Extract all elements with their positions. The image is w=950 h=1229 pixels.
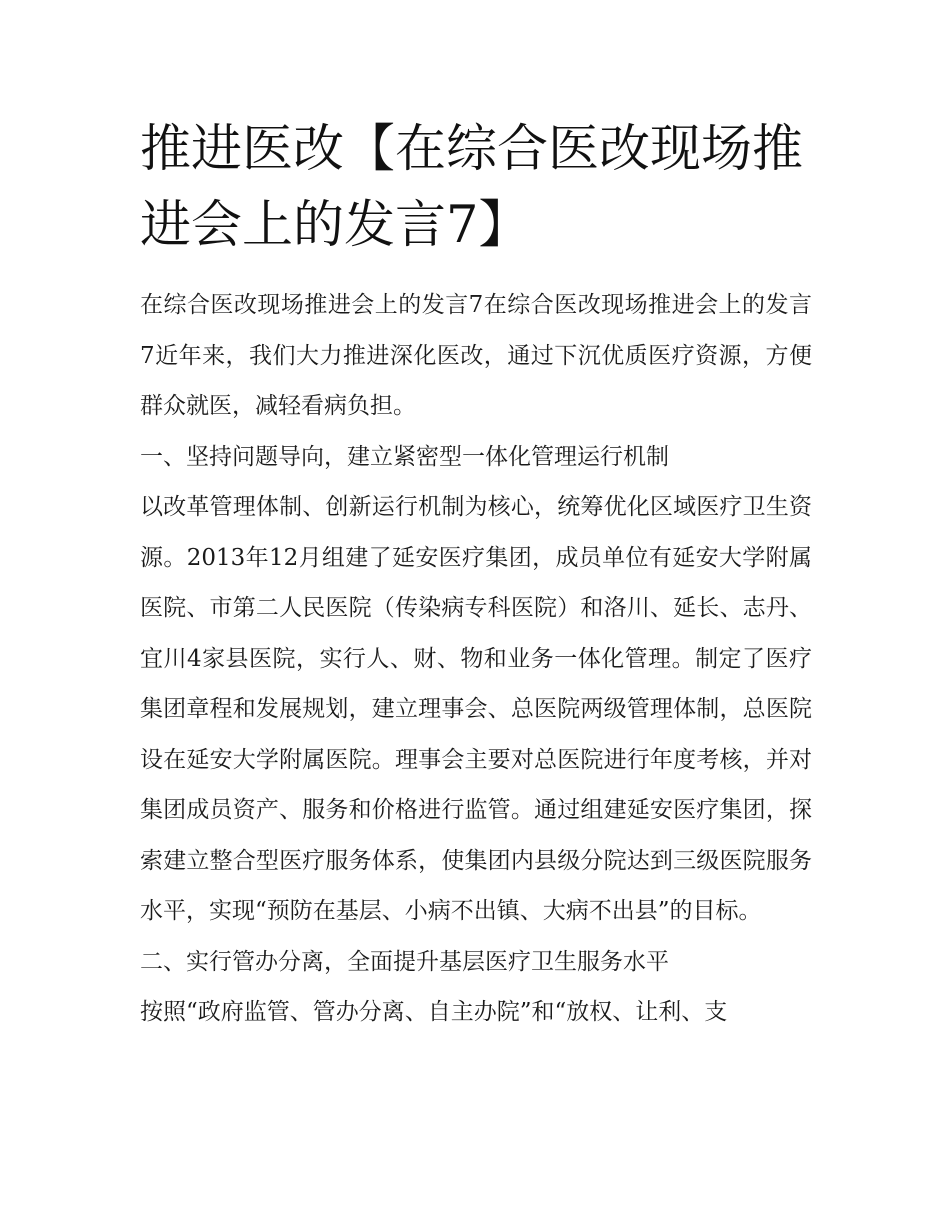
section-2-paragraph: 按照“政府监管、管办分离、自主办院”和“放权、让利、支 xyxy=(140,999,728,1025)
section-heading-2: 二、实行管办分离，全面提升基层医疗卫生服务水平 xyxy=(140,948,669,975)
document-title: 推进医改【在综合医改现场推进会上的发言7】 xyxy=(140,120,804,255)
section-1-paragraph: 以改革管理体制、创新运行机制为核心，统筹优化区域医疗卫生资源。2013年12月组建了延安医疗集团，成员单位有延安大学附属医院、市第二人民医院（传染病专科医院）和洛川、延长、志丹、宜川4家县医院，实行人、财、物和业务一体化管理。制定了医疗集团章程和发展规划，建立理事会、总医院两级管理体制，总医院设在延安大学附属医院。理事会主要对总医院进行年度考核，并对集团成员资产、服务和价格进行监管。通过组建延安医疗集团，探索建立整合型医疗服务体系，使集团内县级分院达到三级医院服务水平，实现“预防在基层、小病不出镇、大病不出县”的目标。 xyxy=(140,494,812,924)
section-heading-1: 一、坚持问题导向，建立紧密型一体化管理运行机制 xyxy=(140,443,669,470)
document-body xyxy=(140,112,812,1038)
intro-paragraph: 在综合医改现场推进会上的发言7在综合医改现场推进会上的发言7近年来，我们大力推进深化医改，通过下沉优质医疗资源，方便群众就医，减轻看病负担。 xyxy=(140,292,812,419)
